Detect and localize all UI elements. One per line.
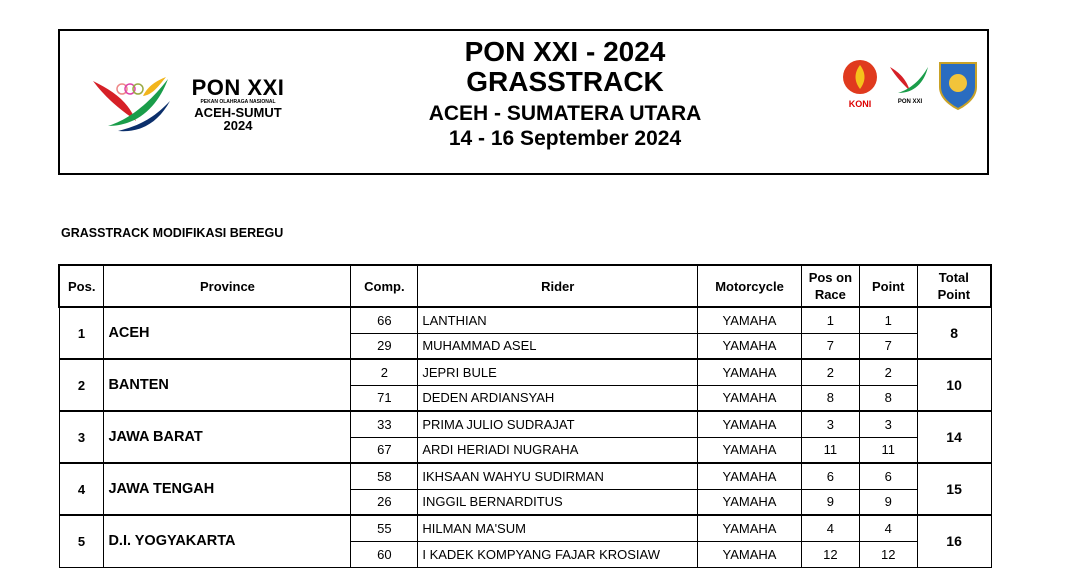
point-cell: 7	[859, 333, 917, 359]
rider-name-cell: MUHAMMAD ASEL	[418, 333, 698, 359]
total-point-cell: 10	[917, 359, 991, 411]
logo-year: 2024	[223, 118, 253, 133]
koni-logo-icon	[843, 60, 877, 109]
title-block	[360, 37, 770, 151]
province-cell: JAWA TENGAH	[104, 463, 351, 515]
point-cell: 6	[859, 463, 917, 489]
comp-number-cell: 55	[351, 515, 418, 541]
rider-name-cell: DEDEN ARDIANSYAH	[418, 385, 698, 411]
point-cell: 2	[859, 359, 917, 385]
race-position-cell: 11	[801, 437, 859, 463]
motorcycle-cell: YAMAHA	[698, 463, 802, 489]
race-position-cell: 4	[801, 515, 859, 541]
province-cell: D.I. YOGYAKARTA	[104, 515, 351, 567]
comp-number-cell: 29	[351, 333, 418, 359]
sponsor-logos	[838, 57, 983, 117]
rank-cell: 4	[59, 463, 104, 515]
header-province: Province	[104, 265, 351, 307]
motorcycle-cell: YAMAHA	[698, 307, 802, 333]
pon-small-label: PON XXI	[897, 99, 923, 105]
point-cell: 8	[859, 385, 917, 411]
comp-number-cell: 2	[351, 359, 418, 385]
race-position-cell: 2	[801, 359, 859, 385]
total-point-cell: 16	[917, 515, 991, 567]
point-cell: 12	[859, 541, 917, 567]
rider-name-cell: JEPRI BULE	[418, 359, 698, 385]
point-cell: 3	[859, 411, 917, 437]
event-location: ACEH - SUMATERA UTARA	[428, 102, 702, 125]
koni-label: KONI	[848, 99, 872, 109]
point-cell: 4	[859, 515, 917, 541]
province-cell: BANTEN	[104, 359, 351, 411]
shield-crest-icon	[940, 63, 976, 109]
logo-region: ACEH-SUMUT	[194, 105, 282, 120]
pon-xxi-logo	[88, 71, 298, 141]
province-cell: JAWA BARAT	[104, 411, 351, 463]
motorcycle-cell: YAMAHA	[698, 489, 802, 515]
race-position-cell: 12	[801, 541, 859, 567]
motorcycle-cell: YAMAHA	[698, 333, 802, 359]
point-cell: 11	[859, 437, 917, 463]
table-row	[59, 411, 991, 437]
rider-name-cell: IKHSAAN WAHYU SUDIRMAN	[418, 463, 698, 489]
comp-number-cell: 58	[351, 463, 418, 489]
comp-number-cell: 26	[351, 489, 418, 515]
race-position-cell: 7	[801, 333, 859, 359]
rider-name-cell: HILMAN MA'SUM	[418, 515, 698, 541]
rank-cell: 1	[59, 307, 104, 359]
rider-name-cell: LANTHIAN	[418, 307, 698, 333]
header-motorcycle: Motorcycle	[698, 265, 802, 307]
logo-tagline: PEKAN OLAHRAGA NASIONAL	[200, 99, 276, 105]
table-header-row	[59, 265, 991, 307]
results-table	[58, 264, 992, 568]
province-cell: ACEH	[104, 307, 351, 359]
comp-number-cell: 67	[351, 437, 418, 463]
rank-cell: 2	[59, 359, 104, 411]
header-total-point: Total Point	[917, 265, 991, 307]
category-title: GRASSTRACK MODIFIKASI BEREGU	[61, 226, 284, 240]
point-cell: 9	[859, 489, 917, 515]
total-point-cell: 14	[917, 411, 991, 463]
pon-flame-emblem-icon	[88, 71, 178, 141]
rider-name-cell: INGGIL BERNARDITUS	[418, 489, 698, 515]
comp-number-cell: 60	[351, 541, 418, 567]
race-position-cell: 6	[801, 463, 859, 489]
rider-name-cell: ARDI HERIADI NUGRAHA	[418, 437, 698, 463]
comp-number-cell: 71	[351, 385, 418, 411]
motorcycle-cell: YAMAHA	[698, 437, 802, 463]
table-row	[59, 307, 991, 333]
motorcycle-cell: YAMAHA	[698, 385, 802, 411]
header-point: Point	[859, 265, 917, 307]
motorcycle-cell: YAMAHA	[698, 515, 802, 541]
comp-number-cell: 66	[351, 307, 418, 333]
logo-name: PON XXI	[191, 75, 285, 100]
race-position-cell: 9	[801, 489, 859, 515]
comp-number-cell: 33	[351, 411, 418, 437]
pon-small-logo-icon	[890, 67, 928, 105]
rank-cell: 3	[59, 411, 104, 463]
rider-name-cell: I KADEK KOMPYANG FAJAR KROSIAW	[418, 541, 698, 567]
motorcycle-cell: YAMAHA	[698, 411, 802, 437]
motorcycle-cell: YAMAHA	[698, 359, 802, 385]
race-position-cell: 8	[801, 385, 859, 411]
header-pos-on-race: Pos on Race	[801, 265, 859, 307]
table-row	[59, 463, 991, 489]
race-position-cell: 1	[801, 307, 859, 333]
motorcycle-cell: YAMAHA	[698, 541, 802, 567]
point-cell: 1	[859, 307, 917, 333]
table-row	[59, 515, 991, 541]
race-position-cell: 3	[801, 411, 859, 437]
event-discipline: GRASSTRACK	[466, 66, 664, 97]
header-box	[58, 29, 989, 175]
total-point-cell: 8	[917, 307, 991, 359]
header-rider: Rider	[418, 265, 698, 307]
event-title: PON XXI - 2024	[464, 36, 666, 67]
rider-name-cell: PRIMA JULIO SUDRAJAT	[418, 411, 698, 437]
header-pos: Pos.	[59, 265, 104, 307]
header-comp: Comp.	[351, 265, 418, 307]
table-row	[59, 359, 991, 385]
rank-cell: 5	[59, 515, 104, 567]
total-point-cell: 15	[917, 463, 991, 515]
event-dates: 14 - 16 September 2024	[448, 127, 682, 150]
